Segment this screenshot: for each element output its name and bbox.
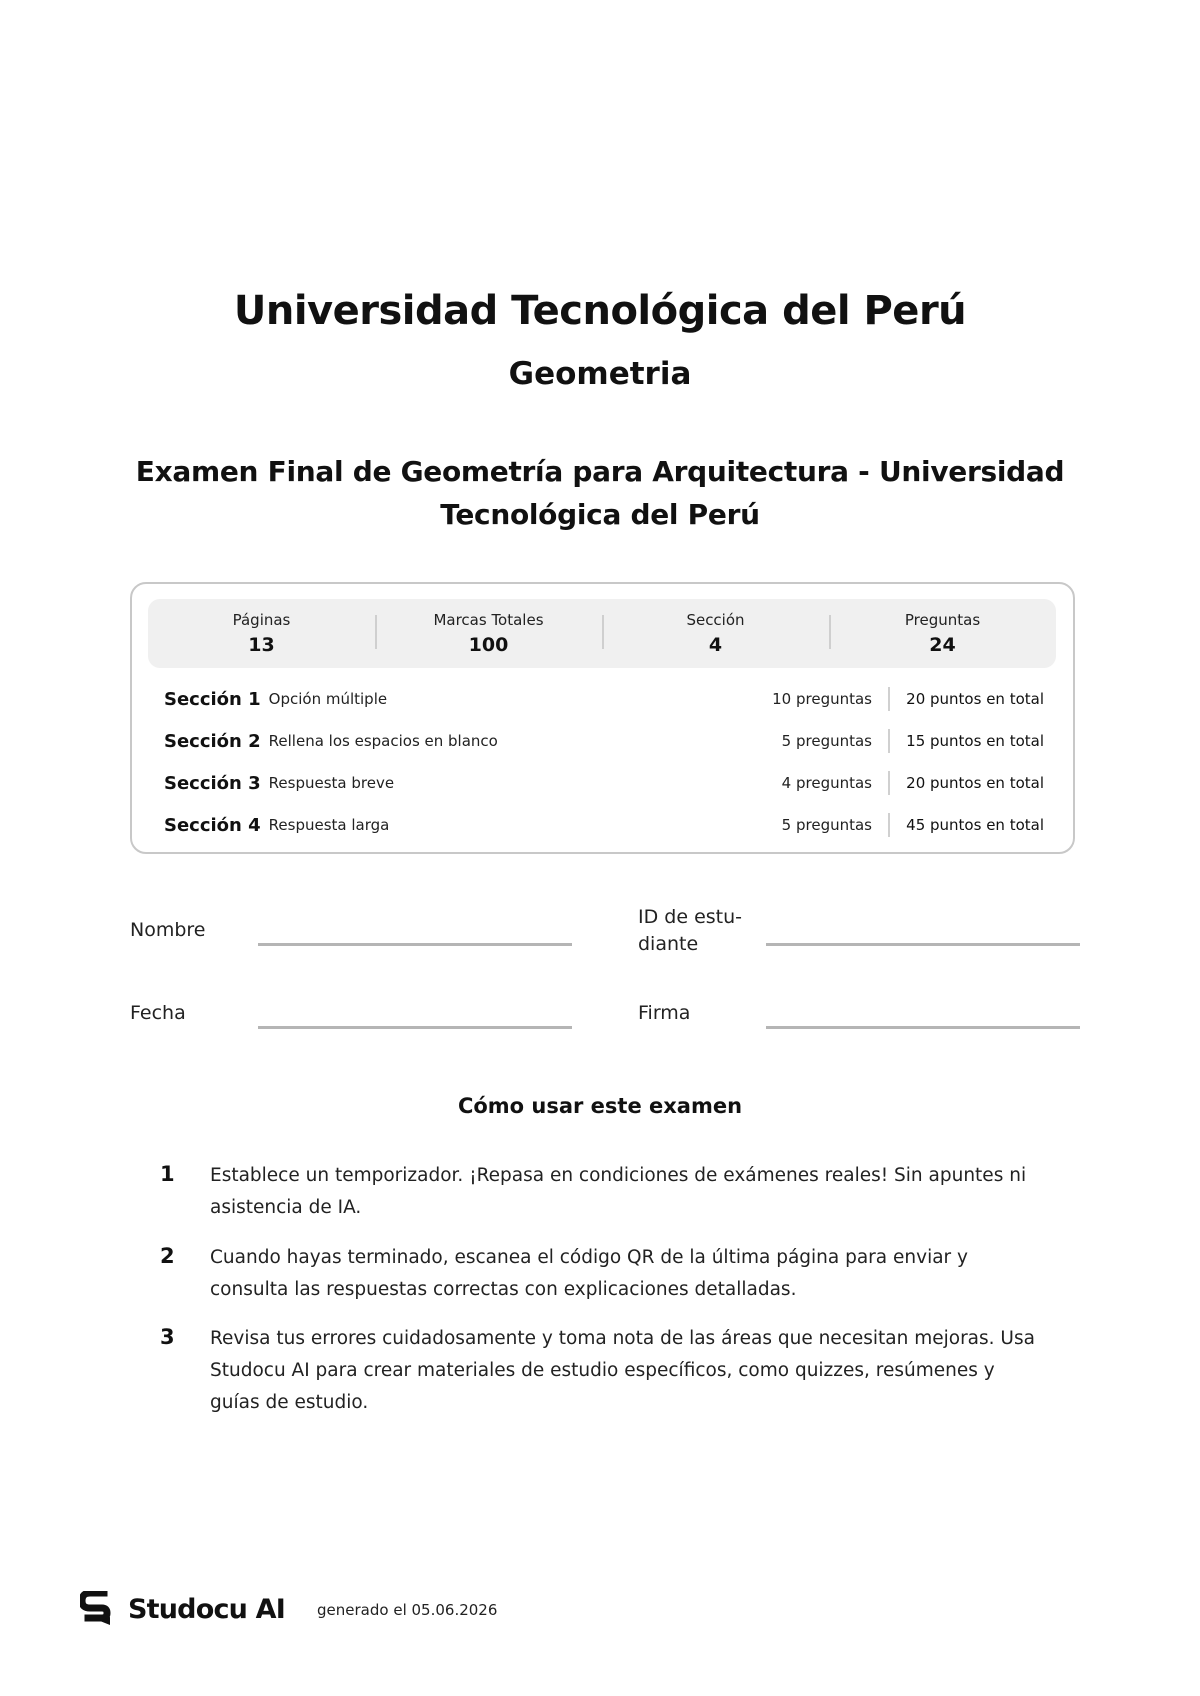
- section-row-2: [164, 726, 1044, 756]
- section-type: Opción múltiple: [268, 690, 388, 708]
- stats-bar: [148, 599, 1056, 668]
- studocu-logo-icon: [80, 1591, 114, 1627]
- step-text: Revisa tus errores cuidadosamente y toma nota de las áreas que necesitan mejoras. Usa Studocu AI para crear materiales de estudio específicos, como quizzes, resúmenes y guías de estudio.: [210, 1328, 1035, 1413]
- stat-value: 24: [929, 634, 956, 656]
- section-type: Respuesta breve: [268, 774, 395, 792]
- section-question-count: 10 preguntas: [772, 690, 872, 708]
- stat-value: 13: [248, 634, 275, 656]
- university-title: Universidad Tecnológica del Perú: [233, 288, 967, 334]
- name-label: Nombre: [130, 919, 206, 941]
- section-points: 20 puntos en total: [906, 774, 1044, 792]
- section-points: 45 puntos en total: [906, 816, 1044, 834]
- section-row-1: [164, 684, 1044, 714]
- step-text: Establece un temporizador. ¡Repasa en condiciones de exámenes reales! Sin apuntes ni asistencia de IA.: [210, 1165, 1027, 1218]
- section-type: Rellena los espacios en blanco: [268, 732, 498, 750]
- stat-total-marks: [375, 611, 602, 656]
- section-title: Sección 1: [164, 688, 261, 710]
- stat-value: 4: [708, 634, 723, 656]
- stat-label: Páginas: [232, 611, 291, 629]
- step-number: 3: [160, 1325, 175, 1349]
- name-field[interactable]: [258, 943, 572, 946]
- stat-pages: [148, 611, 375, 656]
- section-title: Sección 3: [164, 772, 261, 794]
- exam-summary-card: [130, 582, 1075, 854]
- signature-field[interactable]: [766, 1026, 1080, 1029]
- student-id-label: [638, 904, 742, 958]
- generated-date: generado el 05.06.2026: [317, 1601, 498, 1619]
- step-number: 1: [160, 1162, 175, 1186]
- section-title: Sección 2: [164, 730, 261, 752]
- stat-label: Sección: [686, 611, 745, 629]
- section-points: 20 puntos en total: [906, 690, 1044, 708]
- section-title: Sección 4: [164, 814, 261, 836]
- date-label: Fecha: [130, 1002, 186, 1024]
- stat-sections: [602, 611, 829, 656]
- student-id-label-line: ID de estu-: [638, 906, 742, 928]
- section-row-4: [164, 810, 1044, 840]
- section-question-count: 5 preguntas: [781, 816, 872, 834]
- student-id-label-line: diante: [638, 933, 699, 955]
- section-points: 15 puntos en total: [906, 732, 1044, 750]
- brand-name: Studocu AI: [128, 1593, 286, 1625]
- student-id-field[interactable]: [766, 943, 1080, 946]
- stat-label: Marcas Totales: [433, 611, 544, 629]
- instructions-title: Cómo usar este examen: [457, 1094, 743, 1118]
- signature-label: Firma: [638, 1002, 691, 1024]
- subject-title: Geometria: [508, 356, 692, 392]
- step-number: 2: [160, 1244, 175, 1268]
- stat-questions: [829, 611, 1056, 656]
- stat-value: 100: [468, 634, 509, 656]
- section-question-count: 5 preguntas: [781, 732, 872, 750]
- footer: [80, 1589, 497, 1629]
- step-text: Cuando hayas terminado, escanea el código QR de la última página para enviar y consulta las respuestas correctas con explicaciones detalladas.: [210, 1247, 968, 1300]
- section-row-3: [164, 768, 1044, 798]
- section-type: Respuesta larga: [268, 816, 390, 834]
- stat-label: Preguntas: [904, 611, 981, 629]
- date-field[interactable]: [258, 1026, 572, 1029]
- section-question-count: 4 preguntas: [781, 774, 872, 792]
- exam-title: Examen Final de Geometría para Arquitectura - Universidad Tecnológica del Perú: [135, 455, 1065, 531]
